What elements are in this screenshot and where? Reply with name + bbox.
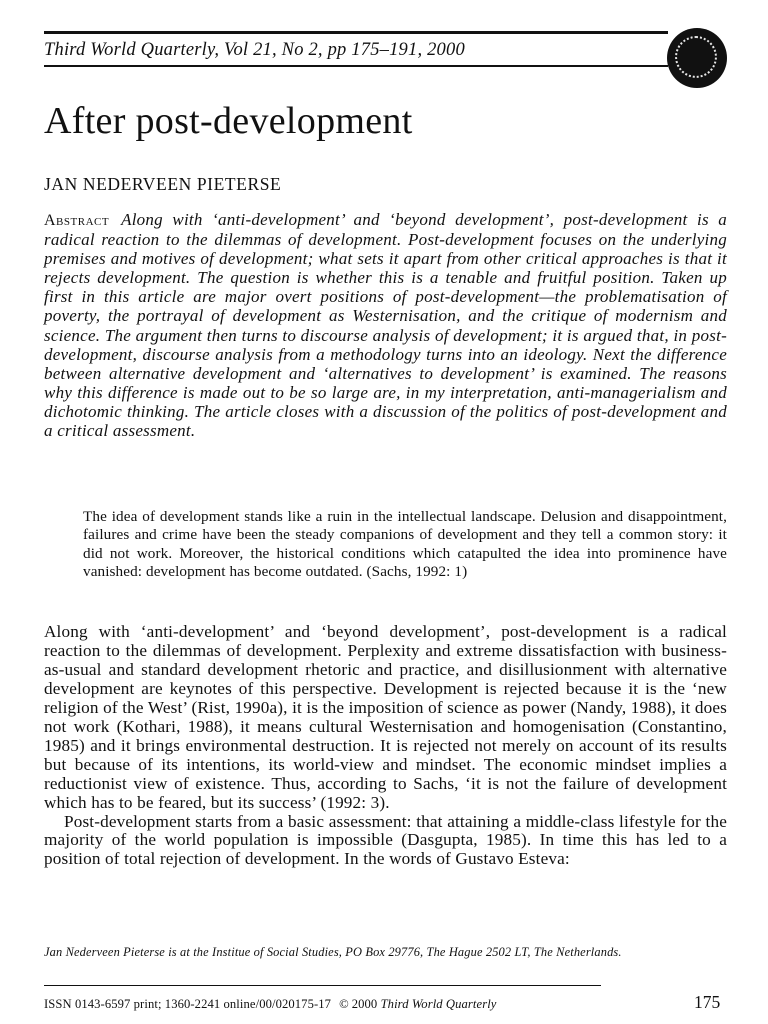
issn-line (44, 997, 497, 1012)
article-author: JAN NEDERVEEN PIETERSE (44, 174, 282, 194)
page-number: 175 (694, 992, 721, 1012)
copyright-year: 2000 (351, 997, 378, 1011)
copyright-symbol: © (339, 997, 349, 1011)
publisher-seal-ring (675, 36, 717, 78)
footer-rule (44, 985, 601, 986)
issn-text: ISSN 0143-6597 print; 1360-2241 online/00/020175-17 (44, 997, 332, 1011)
article-title: After post-development (44, 100, 413, 142)
abstract-text: Along with ‘anti-development’ and ‘beyond development’, post-development is a radical reaction to the dilemmas of development. Post-development focuses on the underlying premises and motives of development; what sets it apart from other critical approaches is that it rejects development. The question is whether this is a tenable and fruitful position. Taken up first in this article are major overt positions of post-development—the problematisation of poverty, the portrayal of development as Westernisation, and the critique of modernism and science. The argument then turns to discourse analysis of development; it is argued that, in post-development, discourse analysis from a methodology turns into an ideology. Next the difference between alternative development and ‘alternatives to development’ is examined. The reasons why this difference is made out to be so large are, in my interpretation, anti-managerialism and dichotomic thinking. The article closes with a discussion of the politics of post-development and a critical assessment. (44, 210, 727, 441)
journal-citation: Third World Quarterly, Vol 21, No 2, pp 175–191, 2000 (44, 40, 465, 60)
abstract-label: Abstract (44, 212, 110, 229)
author-affiliation-note: Jan Nederveen Pieterse is at the Institue of Social Studies, PO Box 29776, The Hague 2502 LT, The Netherlands. (44, 945, 622, 959)
abstract (44, 210, 727, 440)
top-rule (44, 31, 668, 34)
header-rule (44, 65, 668, 67)
body-paragraph-1: Along with ‘anti-development’ and ‘beyond development’, post-development is a radical reaction to the dilemmas of development. Perplexity and extreme dissatisfaction with business-as-usual and standard development rhetoric and practice, and disillusionment with alternative development are keynotes of this perspective. Development is rejected because it is the ‘new religion of the West’ (Rist, 1990a), it is the imposition of science as power (Nandy, 1988), it does not work (Kothari, 1988), it means cultural Westernisation and homogenisation (Constantino, 1985) and it brings environmental destruction. It is rejected not merely on account of its results but because of its intentions, its world-view and mindset. The economic mindset implies a reductionist view of existence. Thus, according to Sachs, ‘it is not the failure of development which has to be feared, but its success’ (1992: 3). (44, 622, 727, 812)
body-text (44, 623, 727, 869)
epigraph-quote: The idea of development stands like a ruin in the intellectual landscape. Delusion and disappointment, failures and crime have been the steady companions of development and they tell a common story: it did not work. Moreover, the historical conditions which catapulted the idea into prominence have vanished: development has become outdated. (Sachs, 1992: 1) (83, 508, 727, 580)
body-paragraph-2: Post-development starts from a basic assessment: that attaining a middle-class lifestyle for the majority of the world population is impossible (Dasgupta, 1985). In time this has led to a position of total rejection of development. In the words of Gustavo Esteva: (44, 811, 727, 869)
copyright-journal: Third World Quarterly (380, 997, 497, 1011)
